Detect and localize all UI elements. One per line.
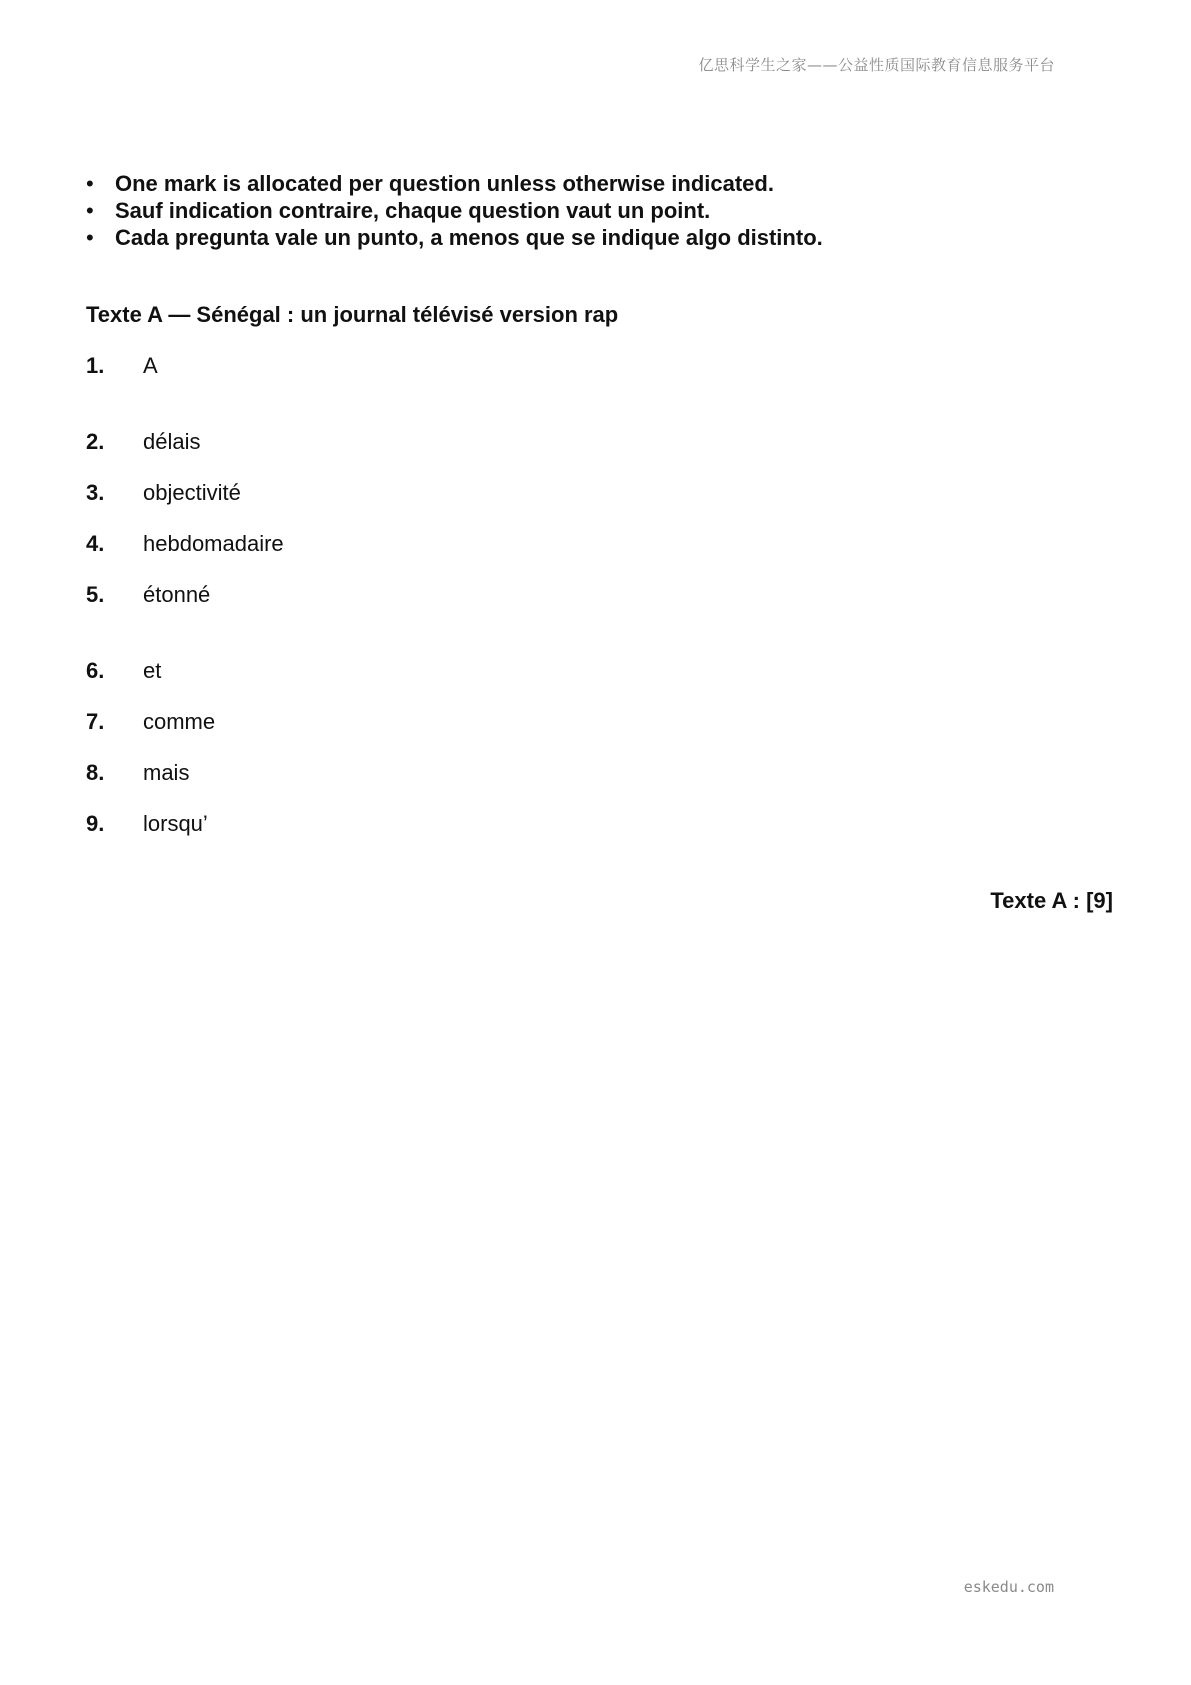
question-number: 2. xyxy=(86,429,105,454)
question-number: 6. xyxy=(86,658,105,683)
answer-row xyxy=(86,658,161,684)
answer-text: lorsqu’ xyxy=(143,811,208,836)
answer-text: A xyxy=(143,353,158,378)
answer-text: étonné xyxy=(143,582,211,607)
instruction-french: • Sauf indication contraire, chaque question vaut un point. xyxy=(86,197,823,224)
answer-row xyxy=(86,811,208,837)
instruction-english: • One mark is allocated per question unless otherwise indicated. xyxy=(86,170,823,197)
question-number: 7. xyxy=(86,709,105,734)
question-number: 5. xyxy=(86,582,105,607)
answer-text: comme xyxy=(143,709,216,734)
instruction-spanish: • Cada pregunta vale un punto, a menos que se indique algo distinto. xyxy=(86,224,823,251)
answer-row xyxy=(86,709,215,735)
section-title: Texte A — Sénégal : un journal télévisé version rap xyxy=(86,302,619,327)
section-total-marks: Texte A : [9] xyxy=(990,888,1113,913)
answer-text: hebdomadaire xyxy=(143,531,284,556)
answer-row xyxy=(86,480,241,506)
answer-text: et xyxy=(143,658,162,683)
answer-text: délais xyxy=(143,429,201,454)
answer-text: mais xyxy=(143,760,190,785)
question-number: 3. xyxy=(86,480,105,505)
answer-row xyxy=(86,582,210,608)
marking-instructions xyxy=(86,170,823,251)
answer-row xyxy=(86,531,284,557)
answer-row xyxy=(86,760,189,786)
answer-text: objectivité xyxy=(143,480,241,505)
question-number: 8. xyxy=(86,760,105,785)
question-number: 4. xyxy=(86,531,105,556)
site-footer-url: eskedu.com xyxy=(963,1578,1054,1596)
question-number: 9. xyxy=(86,811,105,836)
site-header-note: 亿思科学生之家——公益性质国际教育信息服务平台 xyxy=(698,56,1055,74)
answer-row xyxy=(86,353,158,379)
question-number: 1. xyxy=(86,353,105,378)
answer-row xyxy=(86,429,200,455)
